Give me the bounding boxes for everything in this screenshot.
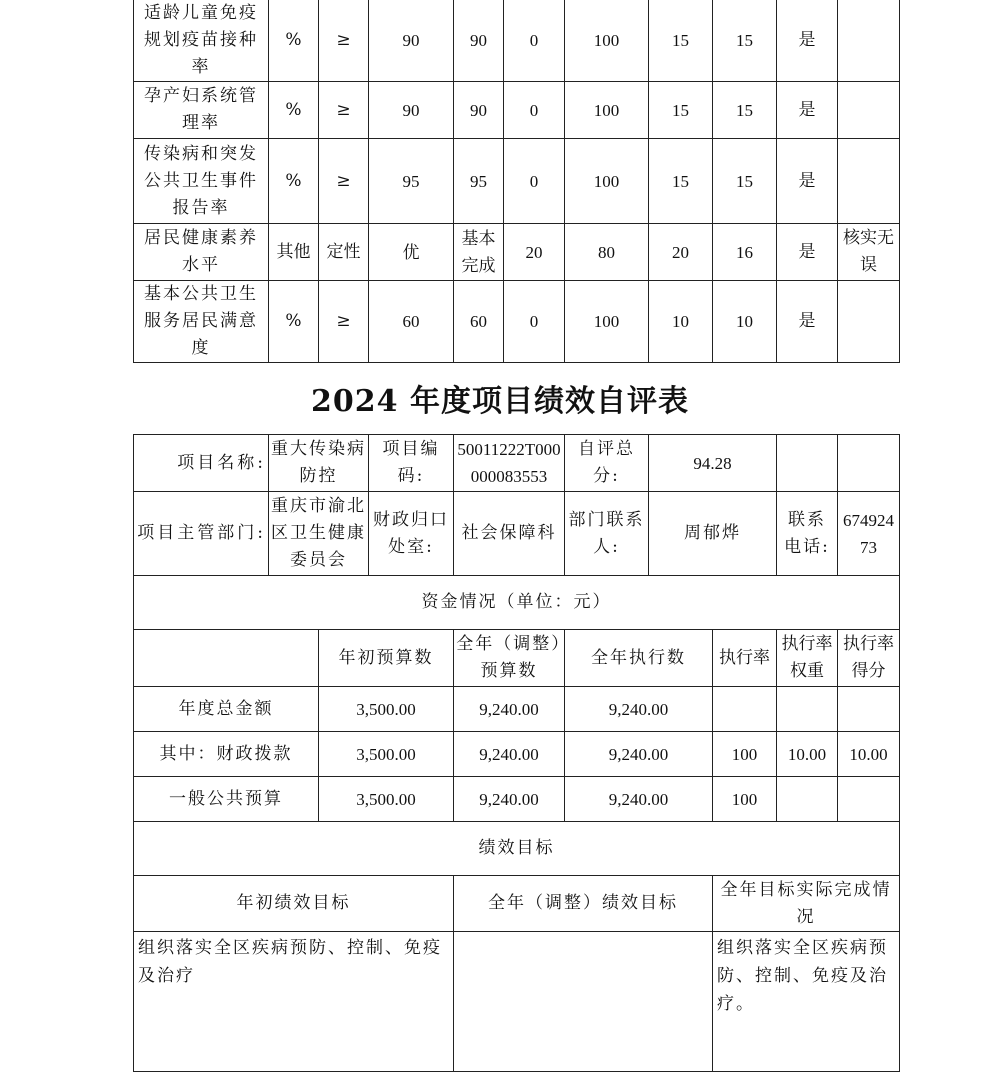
funds-adjusted: 9,240.00 — [454, 732, 565, 777]
project-name: 重大传染病防控 — [269, 435, 369, 492]
indicator-name: 居民健康素养水平 — [134, 224, 269, 281]
target-value: 60 — [369, 281, 454, 363]
indicator-name: 基本公共卫生服务居民满意度 — [134, 281, 269, 363]
funds-score — [838, 777, 900, 822]
indicator-name: 孕产妇系统管理率 — [134, 82, 269, 139]
contact-person: 周郁烨 — [649, 492, 777, 576]
target-value: 90 — [369, 0, 454, 82]
goals-content-row — [134, 932, 900, 1072]
operator: ≥ — [319, 82, 369, 139]
funds-adjusted: 9,240.00 — [454, 777, 565, 822]
score: 15 — [713, 0, 777, 82]
unit: % — [269, 0, 319, 82]
indicator-row — [134, 281, 900, 363]
contact-label: 部门联系人: — [565, 492, 649, 576]
info-row-1 — [134, 435, 900, 492]
indicator-name: 适龄儿童免疫规划疫苗接种率 — [134, 0, 269, 82]
funds-score — [838, 687, 900, 732]
target-value: 95 — [369, 139, 454, 224]
completion-rate: 100 — [565, 139, 649, 224]
met-flag: 是 — [777, 224, 838, 281]
note — [838, 281, 900, 363]
note — [838, 82, 900, 139]
deviation: 20 — [504, 224, 565, 281]
deviation: 0 — [504, 82, 565, 139]
funds-header-adjusted: 全年（调整）预算数 — [454, 630, 565, 687]
score: 10 — [713, 281, 777, 363]
goals-header-row — [134, 876, 900, 932]
note — [838, 139, 900, 224]
goals-initial-text: 组织落实全区疾病预防、控制、免疫及治疗 — [134, 932, 454, 1072]
goals-header-actual: 全年目标实际完成情况 — [713, 876, 900, 932]
completion-rate: 80 — [565, 224, 649, 281]
funds-header-blank — [134, 630, 319, 687]
indicator-row — [134, 82, 900, 139]
completion-rate: 100 — [565, 0, 649, 82]
target-value: 优 — [369, 224, 454, 281]
score: 16 — [713, 224, 777, 281]
funds-row — [134, 687, 900, 732]
self-score: 94.28 — [649, 435, 777, 492]
weight: 15 — [649, 139, 713, 224]
funds-weight: 10.00 — [777, 732, 838, 777]
operator: ≥ — [319, 281, 369, 363]
funds-initial: 3,500.00 — [319, 777, 454, 822]
weight: 15 — [649, 82, 713, 139]
funds-header-row — [134, 630, 900, 687]
funds-header-score: 执行率得分 — [838, 630, 900, 687]
met-flag: 是 — [777, 281, 838, 363]
unit: % — [269, 82, 319, 139]
project-code-label: 项目编码: — [369, 435, 454, 492]
operator: ≥ — [319, 0, 369, 82]
self-score-label: 自评总分: — [565, 435, 649, 492]
phone-label: 联系电话: — [777, 492, 838, 576]
funds-rate: 100 — [713, 732, 777, 777]
funds-initial: 3,500.00 — [319, 732, 454, 777]
project-name-label: 项目名称: — [134, 435, 269, 492]
funds-adjusted: 9,240.00 — [454, 687, 565, 732]
funds-row-label: 其中：财政拨款 — [134, 732, 319, 777]
weight: 10 — [649, 281, 713, 363]
indicator-row — [134, 139, 900, 224]
page-title: 2024 年度项目绩效自评表 — [311, 384, 689, 419]
target-value: 90 — [369, 82, 454, 139]
funds-row — [134, 777, 900, 822]
indicator-table — [133, 0, 900, 363]
note — [838, 0, 900, 82]
goals-adjusted-text — [454, 932, 713, 1072]
actual-value: 90 — [454, 0, 504, 82]
funds-header-weight: 执行率权重 — [777, 630, 838, 687]
goals-header-adjusted: 全年（调整）绩效目标 — [454, 876, 713, 932]
funds-executed: 9,240.00 — [565, 732, 713, 777]
indicator-row — [134, 0, 900, 82]
completion-rate: 100 — [565, 281, 649, 363]
actual-value: 基本完成 — [454, 224, 504, 281]
deviation: 0 — [504, 281, 565, 363]
unit: 其他 — [269, 224, 319, 281]
dept: 重庆市渝北区卫生健康委员会 — [269, 492, 369, 576]
funds-initial: 3,500.00 — [319, 687, 454, 732]
weight: 20 — [649, 224, 713, 281]
actual-value: 90 — [454, 82, 504, 139]
finance-label: 财政归口处室: — [369, 492, 454, 576]
goals-section-title: 绩效目标 — [134, 822, 900, 876]
weight: 15 — [649, 0, 713, 82]
met-flag: 是 — [777, 82, 838, 139]
funds-score: 10.00 — [838, 732, 900, 777]
dept-label: 项目主管部门: — [134, 492, 269, 576]
funds-row-label: 年度总金额 — [134, 687, 319, 732]
unit: % — [269, 281, 319, 363]
funds-row-label: 一般公共预算 — [134, 777, 319, 822]
operator: ≥ — [319, 139, 369, 224]
met-flag: 是 — [777, 0, 838, 82]
funds-rate — [713, 687, 777, 732]
deviation: 0 — [504, 139, 565, 224]
funds-executed: 9,240.00 — [565, 687, 713, 732]
unit: % — [269, 139, 319, 224]
funds-header-rate: 执行率 — [713, 630, 777, 687]
funds-header-executed: 全年执行数 — [565, 630, 713, 687]
score: 15 — [713, 82, 777, 139]
self-evaluation-table — [133, 434, 900, 1072]
funds-weight — [777, 777, 838, 822]
indicator-row — [134, 224, 900, 281]
note: 核实无误 — [838, 224, 900, 281]
met-flag: 是 — [777, 139, 838, 224]
score: 15 — [713, 139, 777, 224]
goals-actual-text: 组织落实全区疾病预防、控制、免疫及治疗。 — [713, 932, 900, 1072]
finance-office: 社会保障科 — [454, 492, 565, 576]
funds-section-title: 资金情况（单位：元） — [134, 576, 900, 630]
deviation: 0 — [504, 0, 565, 82]
phone: 67492473 — [838, 492, 900, 576]
indicator-name: 传染病和突发公共卫生事件报告率 — [134, 139, 269, 224]
funds-row — [134, 732, 900, 777]
funds-header-initial: 年初预算数 — [319, 630, 454, 687]
empty-cell — [777, 435, 838, 492]
funds-rate: 100 — [713, 777, 777, 822]
info-row-2 — [134, 492, 900, 576]
project-code: 50011222T000000083553 — [454, 435, 565, 492]
funds-weight — [777, 687, 838, 732]
funds-executed: 9,240.00 — [565, 777, 713, 822]
actual-value: 60 — [454, 281, 504, 363]
operator: 定性 — [319, 224, 369, 281]
goals-header-initial: 年初绩效目标 — [134, 876, 454, 932]
funds-title-row — [134, 576, 900, 630]
actual-value: 95 — [454, 139, 504, 224]
empty-cell — [838, 435, 900, 492]
goals-title-row — [134, 822, 900, 876]
completion-rate: 100 — [565, 82, 649, 139]
